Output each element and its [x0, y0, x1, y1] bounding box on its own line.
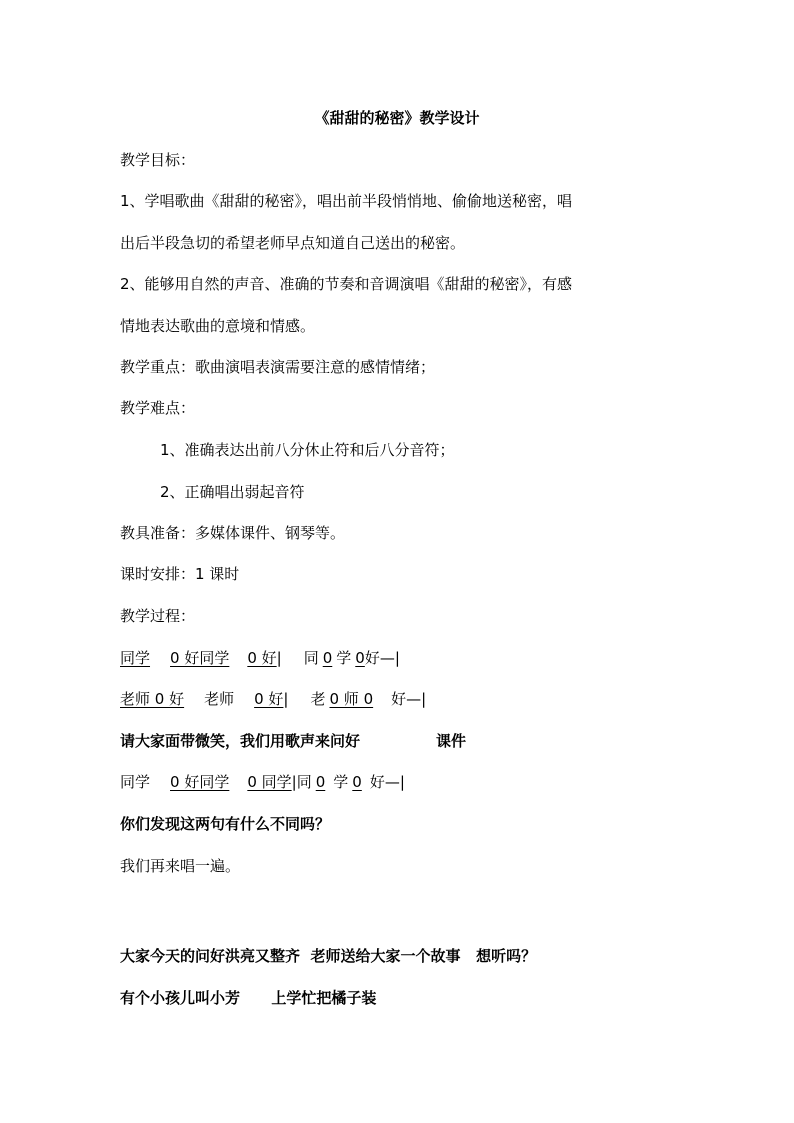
lesson-schedule: 课时安排：1 课时	[120, 565, 240, 583]
rhythm-seg: 0 好同学	[170, 773, 230, 791]
rhythm-seg: 0	[315, 773, 326, 791]
rhythm-seg: 0 同学	[247, 773, 292, 791]
rhythm-seg: 学	[333, 773, 349, 791]
courseware-label: 课件	[436, 732, 467, 750]
rhythm-seg: 同	[296, 773, 312, 791]
rhythm-line-3	[120, 772, 405, 792]
objective-1-line-1: 1、学唱歌曲《甜甜的秘密》，唱出前半段悄悄地、偷偷地送秘密，唱	[120, 192, 573, 210]
sing-again: 我们再来唱一遍。	[120, 857, 241, 875]
rhythm-seg: |	[276, 649, 282, 667]
difference-question: 你们发现这两句有什么不同吗？	[120, 815, 331, 833]
story-line: 有个小孩儿叫小芳 上学忙把橘子装	[120, 989, 377, 1007]
rhythm-seg: 老师 0 好	[120, 690, 185, 708]
rhythm-seg: |	[283, 690, 289, 708]
rhythm-seg: 0 好	[247, 649, 277, 667]
rhythm-seg: 0 好同学	[170, 649, 230, 667]
rhythm-seg: 0	[322, 649, 333, 667]
objective-2-line-2: 情地表达歌曲的意境和情感。	[120, 317, 316, 335]
rhythm-seg: |	[291, 773, 297, 791]
rhythm-seg: 同	[303, 649, 319, 667]
process-heading: 教学过程：	[120, 607, 196, 625]
rhythm-seg: 0 好	[254, 690, 284, 708]
rhythm-seg: 同学	[120, 649, 151, 667]
rhythm-line-1	[120, 648, 400, 668]
rhythm-seg: 学	[336, 649, 352, 667]
rhythm-line-2	[120, 689, 426, 709]
story-intro: 大家今天的问好洪亮又整齐 老师送给大家一个故事 想听吗？	[120, 947, 537, 965]
rhythm-seg: 0	[352, 773, 362, 791]
greeting-prompt-row	[120, 731, 466, 751]
rhythm-seg: 0 师 0	[329, 690, 374, 708]
difficulty-heading: 教学难点：	[120, 399, 196, 417]
document-title: 《甜甜的秘密》教学设计	[314, 109, 480, 127]
rhythm-seg: 好—|	[391, 690, 427, 708]
rhythm-seg: 同学	[120, 773, 151, 791]
key-point: 教学重点：歌曲演唱表演需要注意的感情情绪；	[120, 358, 436, 376]
rhythm-seg: 老	[310, 690, 326, 708]
difficulty-1: 1、准确表达出前八分休止符和后八分音符；	[160, 441, 455, 459]
difficulty-2: 2、正确唱出弱起音符	[160, 483, 305, 501]
objective-2-line-1: 2、能够用自然的声音、准确的节奏和音调演唱《甜甜的秘密》，有感	[120, 275, 573, 293]
greeting-prompt: 请大家面带微笑，我们用歌声来问好	[120, 732, 361, 750]
rhythm-seg: 0	[355, 649, 365, 667]
rhythm-seg: 好—|	[364, 649, 400, 667]
objective-1-line-2: 出后半段急切的希望老师早点知道自己送出的秘密。	[120, 234, 466, 252]
rhythm-seg: 好—|	[369, 773, 405, 791]
objectives-heading: 教学目标：	[120, 151, 196, 169]
teaching-tools: 教具准备：多媒体课件、钢琴等。	[120, 524, 346, 542]
rhythm-seg: 老师	[204, 690, 235, 708]
